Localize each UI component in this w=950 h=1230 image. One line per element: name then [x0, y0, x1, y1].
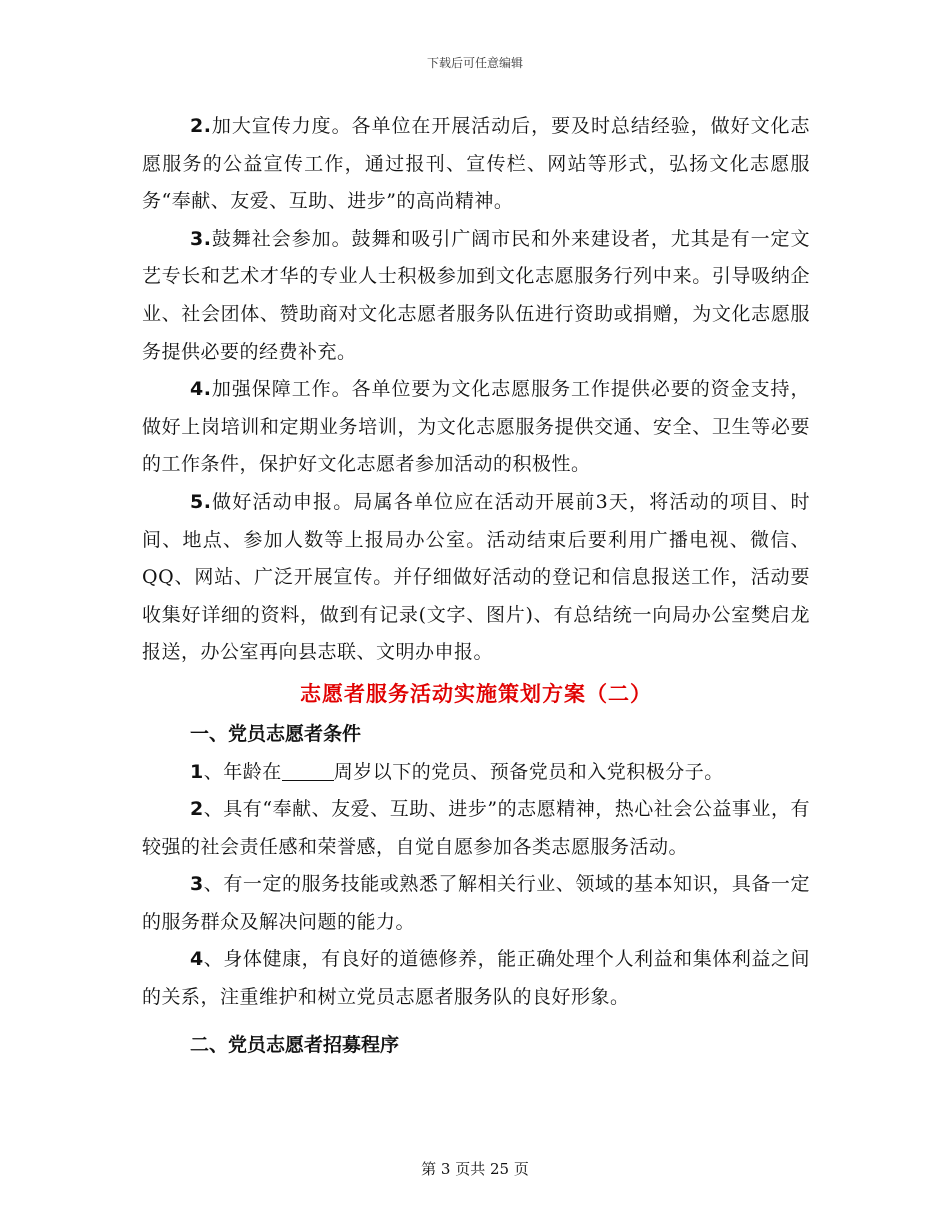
item-text-after-blank: 周岁以下的党员、预备党员和入党积极分子。	[333, 760, 724, 783]
paragraph-text: 加强保障工作。各单位要为文化志愿服务工作提供必要的资金支持，做好上岗培训和定期业务培训，为文化志愿服务提供交通、安全、卫生等必要的工作条件，保护好文化志愿者参加活动的积极性。	[142, 378, 810, 476]
paragraph-publicity	[142, 108, 810, 221]
heading-volunteer-conditions: 一、党员志愿者条件	[190, 722, 362, 745]
item-text-before-blank: 、年龄在	[203, 760, 282, 783]
condition-item-1	[142, 754, 810, 792]
paragraph-number: 5.	[190, 490, 212, 513]
paragraph-text: 加大宣传力度。各单位在开展活动后，要及时总结经验，做好文化志愿服务的公益宣传工作，通过报刊、宣传栏、网站等形式，弘扬文化志愿服务“奉献、友爱、互助、进步”的高尚精神。	[142, 115, 810, 213]
item-number: 1	[190, 760, 204, 783]
condition-item-4	[142, 941, 810, 1016]
paragraph-activity-declaration	[142, 484, 810, 672]
page-footer: 第 3 页共 25 页	[421, 1160, 529, 1178]
item-text: 、具有“奉献、友爱、互助、进步”的志愿精神，热心社会公益事业，有较强的社会责任感和荣誉感，自觉自愿参加各类志愿服务活动。	[142, 798, 810, 858]
paragraph-text: 做好活动申报。局属各单位应在活动开展前3天，将活动的项目、时间、地点、参加人数等上报局办公室。活动结束后要利用广播电视、微信、QQ、网站、广泛开展宣传。并仔细做好活动的登记和信息报送工作，活动要收集好详细的资料，做到有记录(文字、图片)、有总结统一向局办公室樊启龙报送，办公室再向县志联、文明办申报。	[142, 490, 810, 664]
paragraph-text: 鼓舞社会参加。鼓舞和吸引广阔市民和外来建设者，尤其是有一定文艺专长和艺术才华的专业人士积极参加到文化志愿服务行列中来。引导吸纳企业、社会团体、赞助商对文化志愿者服务队伍进行资助或捐赠，为文化志愿服务提供必要的经费补充。	[142, 227, 810, 363]
item-text: 、身体健康，有良好的道德修养，能正确处理个人利益和集体利益之间的关系，注重维护和树立党员志愿者服务队的良好形象。	[142, 948, 810, 1009]
section-title: 志愿者服务活动实施策划方案（二）	[300, 681, 652, 706]
condition-item-2	[142, 791, 810, 866]
page-header: 下载后可任意编辑	[426, 56, 523, 70]
fill-in-blank	[282, 761, 334, 781]
item-number: 3	[190, 873, 204, 896]
condition-item-3	[142, 866, 810, 941]
item-number: 4	[190, 948, 204, 971]
item-text: 、有一定的服务技能或熟悉了解相关行业、领域的基本知识，具备一定的服务群众及解决问题的能力。	[142, 873, 810, 933]
paragraph-encourage-participation	[142, 221, 810, 371]
item-number: 2	[190, 798, 204, 821]
paragraph-number: 4.	[190, 378, 212, 401]
paragraph-number: 3.	[190, 227, 212, 250]
paragraph-guarantee-work	[142, 371, 810, 484]
paragraph-number: 2.	[190, 115, 212, 137]
document-body	[142, 108, 810, 1064]
heading-recruitment-procedure: 二、党员志愿者招募程序	[190, 1033, 400, 1056]
